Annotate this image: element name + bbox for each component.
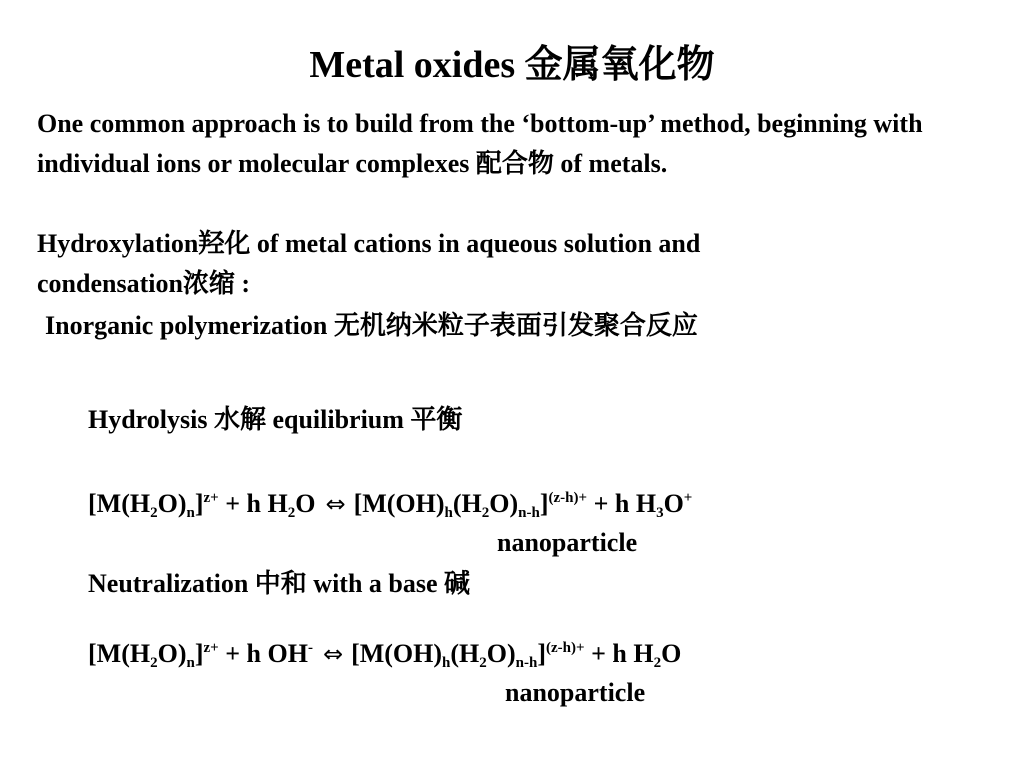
eq-product-complex: $[M(OH)_h(H_2O)_{n-h}]^{(z-h)+}$ xyxy=(351,639,585,671)
equilibrium-arrow-icon: ⇔ xyxy=(325,490,346,518)
eq-hydronium-term: + h $H_3O^+$ xyxy=(587,489,693,521)
inorganic-polymerization-line: Inorganic polymerization 无机纳米粒子表面引发聚合反应 xyxy=(45,311,698,340)
equilibrium-arrow-icon: ⇔ xyxy=(322,640,344,668)
eq-product-complex: $[M(OH)_h(H_2O)_{n-h}]^{(z-h)+}$ xyxy=(353,489,588,521)
eq-reactant-complex: $[M(H_2O)_n]^{z+}$ xyxy=(88,639,219,671)
eq-water-term: + h $H_2O$ xyxy=(218,489,316,521)
nanoparticle-label: nanoparticle xyxy=(505,678,646,707)
slide-title: Metal oxides 金属氧化物 xyxy=(309,44,715,86)
eq-reactant-complex: $[M(H_2O)_n]^{z+}$ xyxy=(88,489,219,521)
intro-paragraph: One common approach is to build from the ‘bottom-up’ method, beginning with individual ions or molecular complexes 配合物 of metals. xyxy=(37,109,923,178)
neutralization-heading: Neutralization 中和 with a base 碱 xyxy=(88,569,471,598)
hydrolysis-equation xyxy=(88,484,692,524)
condensation-line: condensation浓缩 : xyxy=(37,269,251,298)
nanoparticle-label: nanoparticle xyxy=(497,528,638,557)
eq-hydroxide-term: + h OH- xyxy=(218,639,313,668)
neutralization-equation xyxy=(88,634,681,674)
eq-water-term: + h $H_2O$ xyxy=(584,639,682,671)
hydrolysis-heading: Hydrolysis 水解 equilibrium 平衡 xyxy=(88,405,463,434)
hydroxylation-line: Hydroxylation羟化 of metal cations in aqueous solution and xyxy=(37,229,701,258)
